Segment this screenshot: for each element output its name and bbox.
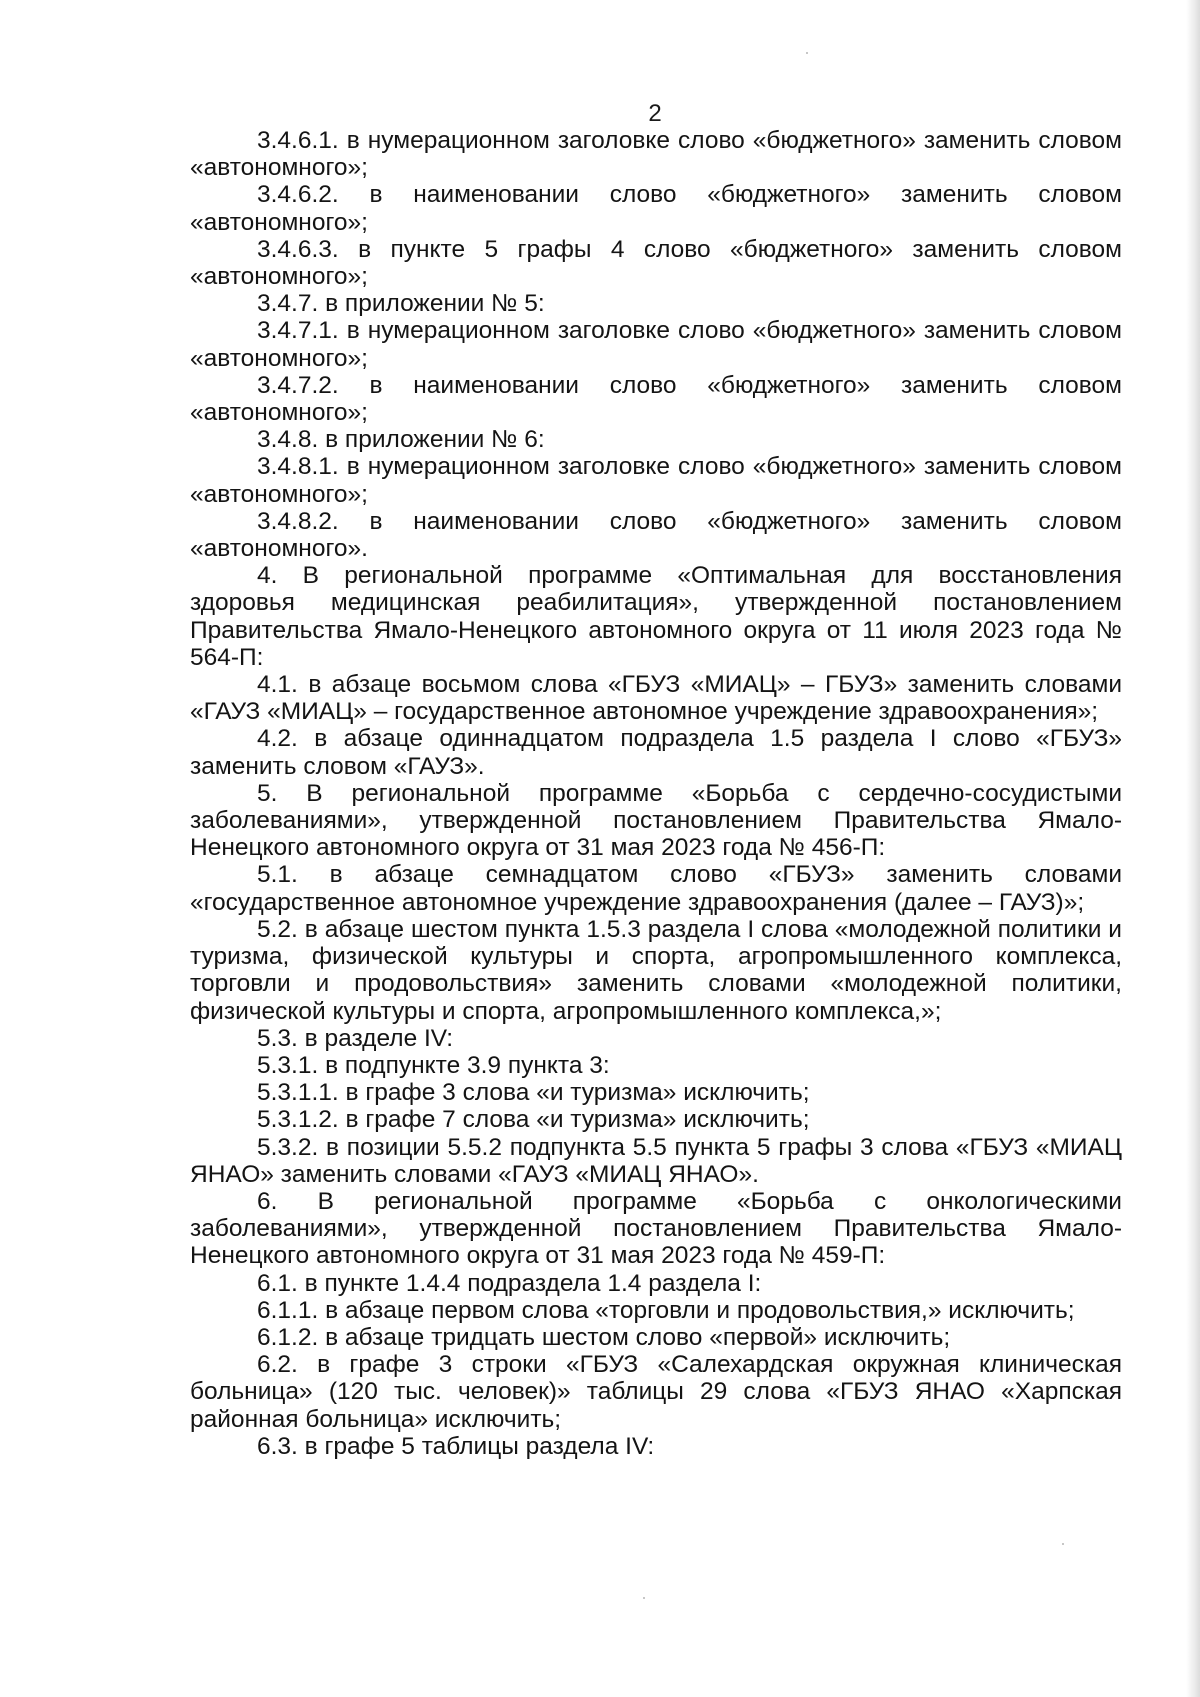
paragraph-4-1: 4.1. в абзаце восьмом слова «ГБУЗ «МИАЦ» – ГБУЗ» заменить словами «ГАУЗ «МИАЦ» – государственное автономное учреждение здравоохранения»;	[190, 671, 1122, 726]
paragraph-4-2: 4.2. в абзаце одиннадцатом подраздела 1.5 раздела I слово «ГБУЗ» заменить словом «ГАУЗ».	[190, 725, 1122, 780]
paragraph-5-1: 5.1. в абзаце семнадцатом слово «ГБУЗ» заменить словами «государственное автономное учреждение здравоохранения (далее – ГАУЗ)»;	[190, 861, 1122, 916]
scan-speck	[1062, 1543, 1064, 1545]
page-edge-shadow	[1186, 0, 1200, 1697]
paragraph-3-4-7-2: 3.4.7.2. в наименовании слово «бюджетного» заменить словом «автономного»;	[190, 371, 1122, 427]
paragraph-5-3-1-1: 5.3.1.1. в графе 3 слова «и туризма» исключить;	[257, 1079, 810, 1107]
paragraph-3-4-8: 3.4.8. в приложении № 6:	[257, 426, 545, 454]
paragraph-4: 4. В региональной программе «Оптимальная для восстановления здоровья медицинская реабилитация», утвержденной постановлением Правительства Ямало-Ненецкого автономного округа от 11 июля 2023 года № 564-П:	[190, 562, 1122, 671]
paragraph-5-3-1-2: 5.3.1.2. в графе 7 слова «и туризма» исключить;	[257, 1106, 810, 1134]
paragraph-6-1-2: 6.1.2. в абзаце тридцать шестом слово «первой» исключить;	[257, 1323, 951, 1351]
paragraph-5-3: 5.3. в разделе IV:	[257, 1024, 454, 1052]
document-body	[190, 127, 1122, 1460]
paragraph-3-4-8-2: 3.4.8.2. в наименовании слово «бюджетного» заменить словом «автономного».	[190, 507, 1122, 563]
paragraph-3-4-6-2: 3.4.6.2. в наименовании слово «бюджетного» заменить словом «автономного»;	[190, 181, 1122, 236]
paragraph-3-4-6-1: 3.4.6.1. в нумерационном заголовке слово «бюджетного» заменить словом «автономного»;	[190, 127, 1122, 182]
paragraph-5: 5. В региональной программе «Борьба с сердечно-сосудистыми заболеваниями», утвержденной постановлением Правительства Ямало-Ненецкого автономного округа от 31 мая 2023 года № 456-П:	[190, 779, 1122, 862]
paragraph-3-4-7-1: 3.4.7.1. в нумерационном заголовке слово «бюджетного» заменить словом «автономного»;	[190, 317, 1122, 372]
scan-speck	[806, 52, 808, 54]
paragraph-6-1: 6.1. в пункте 1.4.4 подраздела 1.4 раздела I:	[257, 1269, 762, 1297]
paragraph-6-3: 6.3. в графе 5 таблицы раздела IV:	[257, 1432, 655, 1460]
paragraph-3-4-8-1: 3.4.8.1. в нумерационном заголовке слово «бюджетного» заменить словом «автономного»;	[190, 453, 1122, 508]
paragraph-5-3-2: 5.3.2. в позиции 5.5.2 подпункта 5.5 пункта 5 графы 3 слова «ГБУЗ «МИАЦ ЯНАО» заменить словами «ГАУЗ «МИАЦ ЯНАО».	[190, 1133, 1122, 1188]
paragraph-6: 6. В региональной программе «Борьба с онкологическими заболеваниями», утвержденной постановлением Правительства Ямало-Ненецкого автономного округа от 31 мая 2023 года № 459-П:	[190, 1187, 1122, 1270]
paragraph-6-1-1: 6.1.1. в абзаце первом слова «торговли и продовольствия,» исключить;	[257, 1296, 1075, 1324]
paragraph-5-2: 5.2. в абзаце шестом пункта 1.5.3 раздела I слова «молодежной политики и туризма, физической культуры и спорта, агропромышленного комплекса, торговли и продовольствия» заменить словами «молодежной политики, физической культуры и спорта, агропромышленного комплекса,»;	[190, 915, 1122, 1025]
paragraph-5-3-1: 5.3.1. в подпункте 3.9 пункта 3:	[257, 1051, 610, 1079]
paragraph-3-4-6-3: 3.4.6.3. в пункте 5 графы 4 слово «бюджетного» заменить словом «автономного»;	[190, 235, 1122, 291]
scan-speck	[643, 1597, 645, 1599]
paragraph-3-4-7: 3.4.7. в приложении № 5:	[257, 290, 545, 318]
page-number: 2	[648, 100, 662, 127]
paragraph-6-2: 6.2. в графе 3 строки «ГБУЗ «Салехардская окружная клиническая больница» (120 тыс. человек)» таблицы 29 слова «ГБУЗ ЯНАО «Харпская районная больница» исключить;	[190, 1351, 1122, 1433]
